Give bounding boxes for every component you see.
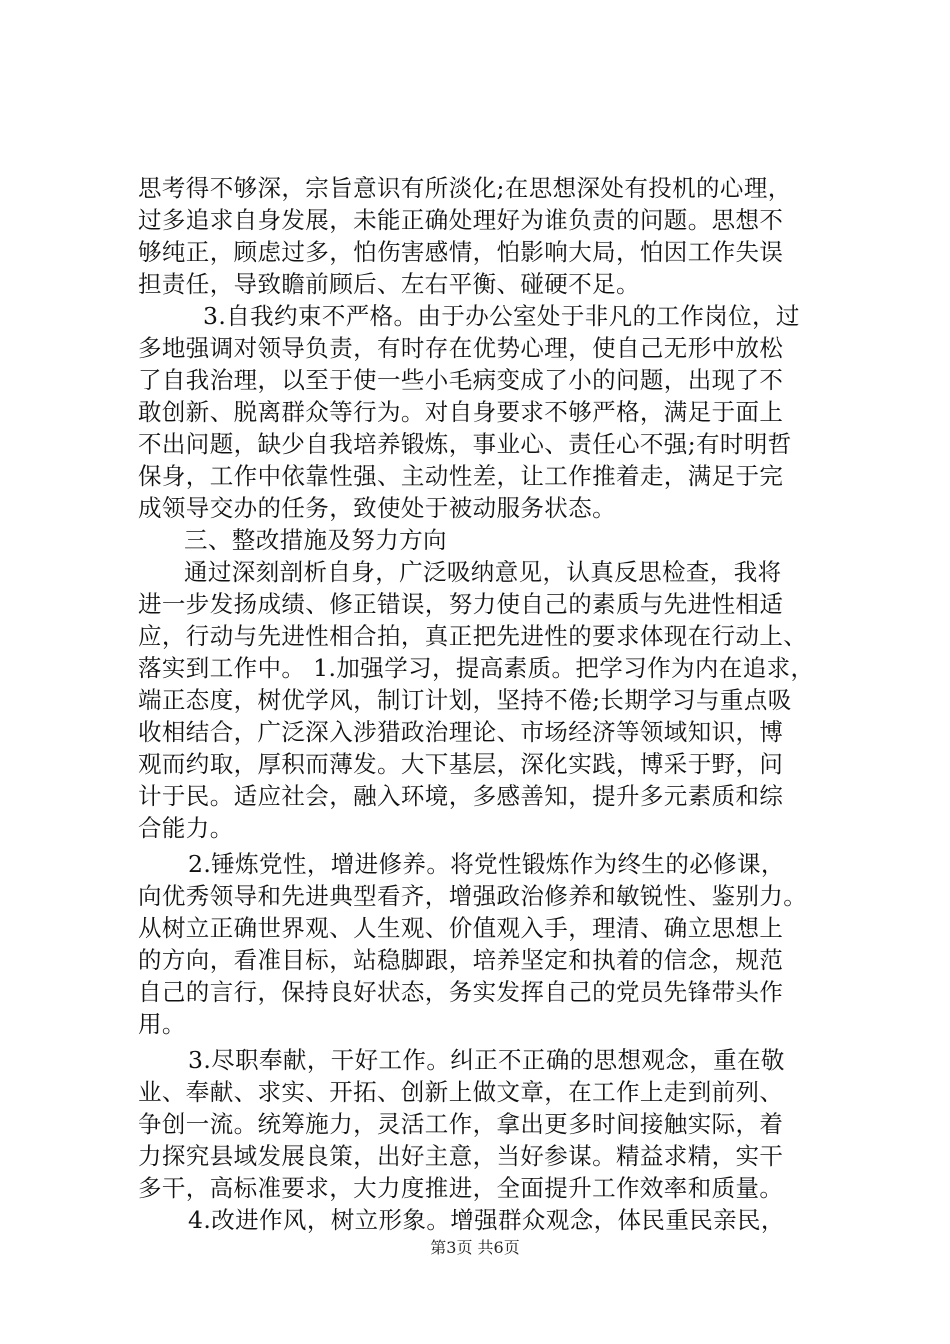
text-line: 应，行动与先进性相合拍，真正把先进性的要求体现在行动上、 (138, 622, 808, 650)
text-line: 进一步发扬成绩、修正错误，努力使自己的素质与先进性相适 (138, 590, 784, 618)
text-line: 观而约取，厚积而薄发。大下基层，深化实践，博采于野，问 (138, 750, 784, 778)
text-line: 够纯正，顾虑过多，怕伤害感情，怕影响大局，怕因工作失误 (138, 238, 784, 266)
text-line: 合能力。 (138, 814, 234, 842)
text-line: 业、奉献、求实、开拓、创新上做文章，在工作上走到前列、 (138, 1078, 784, 1106)
text-line: 争创一流。统筹施力，灵活工作，拿出更多时间接触实际，着 (138, 1110, 784, 1138)
text-line: 过多追求自身发展，未能正确处理好为谁负责的问题。思想不 (138, 206, 784, 234)
text-line: 用。 (138, 1010, 186, 1038)
text-line: 力探究县域发展良策，出好主意，当好参谋。精益求精，实干 (138, 1142, 784, 1170)
text-line: 收相结合，广泛深入涉猎政治理论、市场经济等领域知识，博 (138, 718, 784, 746)
paragraph-first-line: 3.尽职奉献，干好工作。纠正不正确的思想观念，重在敬 (188, 1046, 785, 1074)
text-line: 自己的言行，保持良好状态，务实发挥自己的党员先锋带头作 (138, 978, 784, 1006)
text-line: 多地强调对领导负责，有时存在优势心理，使自己无形中放松 (138, 334, 784, 362)
text-line: 了自我治理，以至于使一些小毛病变成了小的问题，出现了不 (138, 366, 784, 394)
text-line: 担责任，导致瞻前顾后、左右平衡、碰硬不足。 (138, 270, 640, 298)
text-line: 思考得不够深，宗旨意识有所淡化;在思想深处有投机的心理， (138, 174, 792, 202)
page-number: 第3页 共6页 (430, 1238, 520, 1257)
paragraph-first-line: 通过深刻剖析自身，广泛吸纳意见，认真反思检查，我将 (184, 558, 782, 586)
text-line: 端正态度，树优学风，制订计划，坚持不倦;长期学习与重点吸 (138, 686, 792, 714)
section-heading: 三、整改措施及努力方向 (184, 526, 447, 554)
paragraph-first-line: 3.自我约束不严格。由于办公室处于非凡的工作岗位，过 (203, 302, 800, 330)
text-line: 的方向，看准目标，站稳脚跟，培养坚定和执着的信念，规范 (138, 946, 784, 974)
text-line: 从树立正确世界观、人生观、价值观入手，理清、确立思想上 (138, 914, 784, 942)
text-line: 成领导交办的任务，致使处于被动服务状态。 (138, 494, 616, 522)
paragraph-first-line: 2.锤炼党性，增进修养。将党性锻炼作为终生的必修课， (188, 850, 785, 878)
text-line: 计于民。适应社会，融入环境，多感善知，提升多元素质和综 (138, 782, 784, 810)
text-line: 多干，高标准要求，大力度推进，全面提升工作效率和质量。 (138, 1174, 784, 1202)
document-body (138, 172, 828, 1236)
text-line: 保身，工作中依靠性强、主动性差，让工作推着走，满足于完 (138, 462, 784, 490)
text-line: 不出问题，缺少自我培养锻炼，事业心、责任心不强;有时明哲 (138, 430, 792, 458)
text-line: 敢创新、脱离群众等行为。对自身要求不够严格，满足于面上 (138, 398, 784, 426)
paragraph-first-line: 4.改进作风，树立形象。增强群众观念，体民重民亲民， (188, 1206, 785, 1234)
text-line: 落实到工作中。 1.加强学习，提高素质。把学习作为内在追求， (138, 654, 815, 682)
text-line: 向优秀领导和先进典型看齐，增强政治修养和敏锐性、鉴别力。 (138, 882, 808, 910)
